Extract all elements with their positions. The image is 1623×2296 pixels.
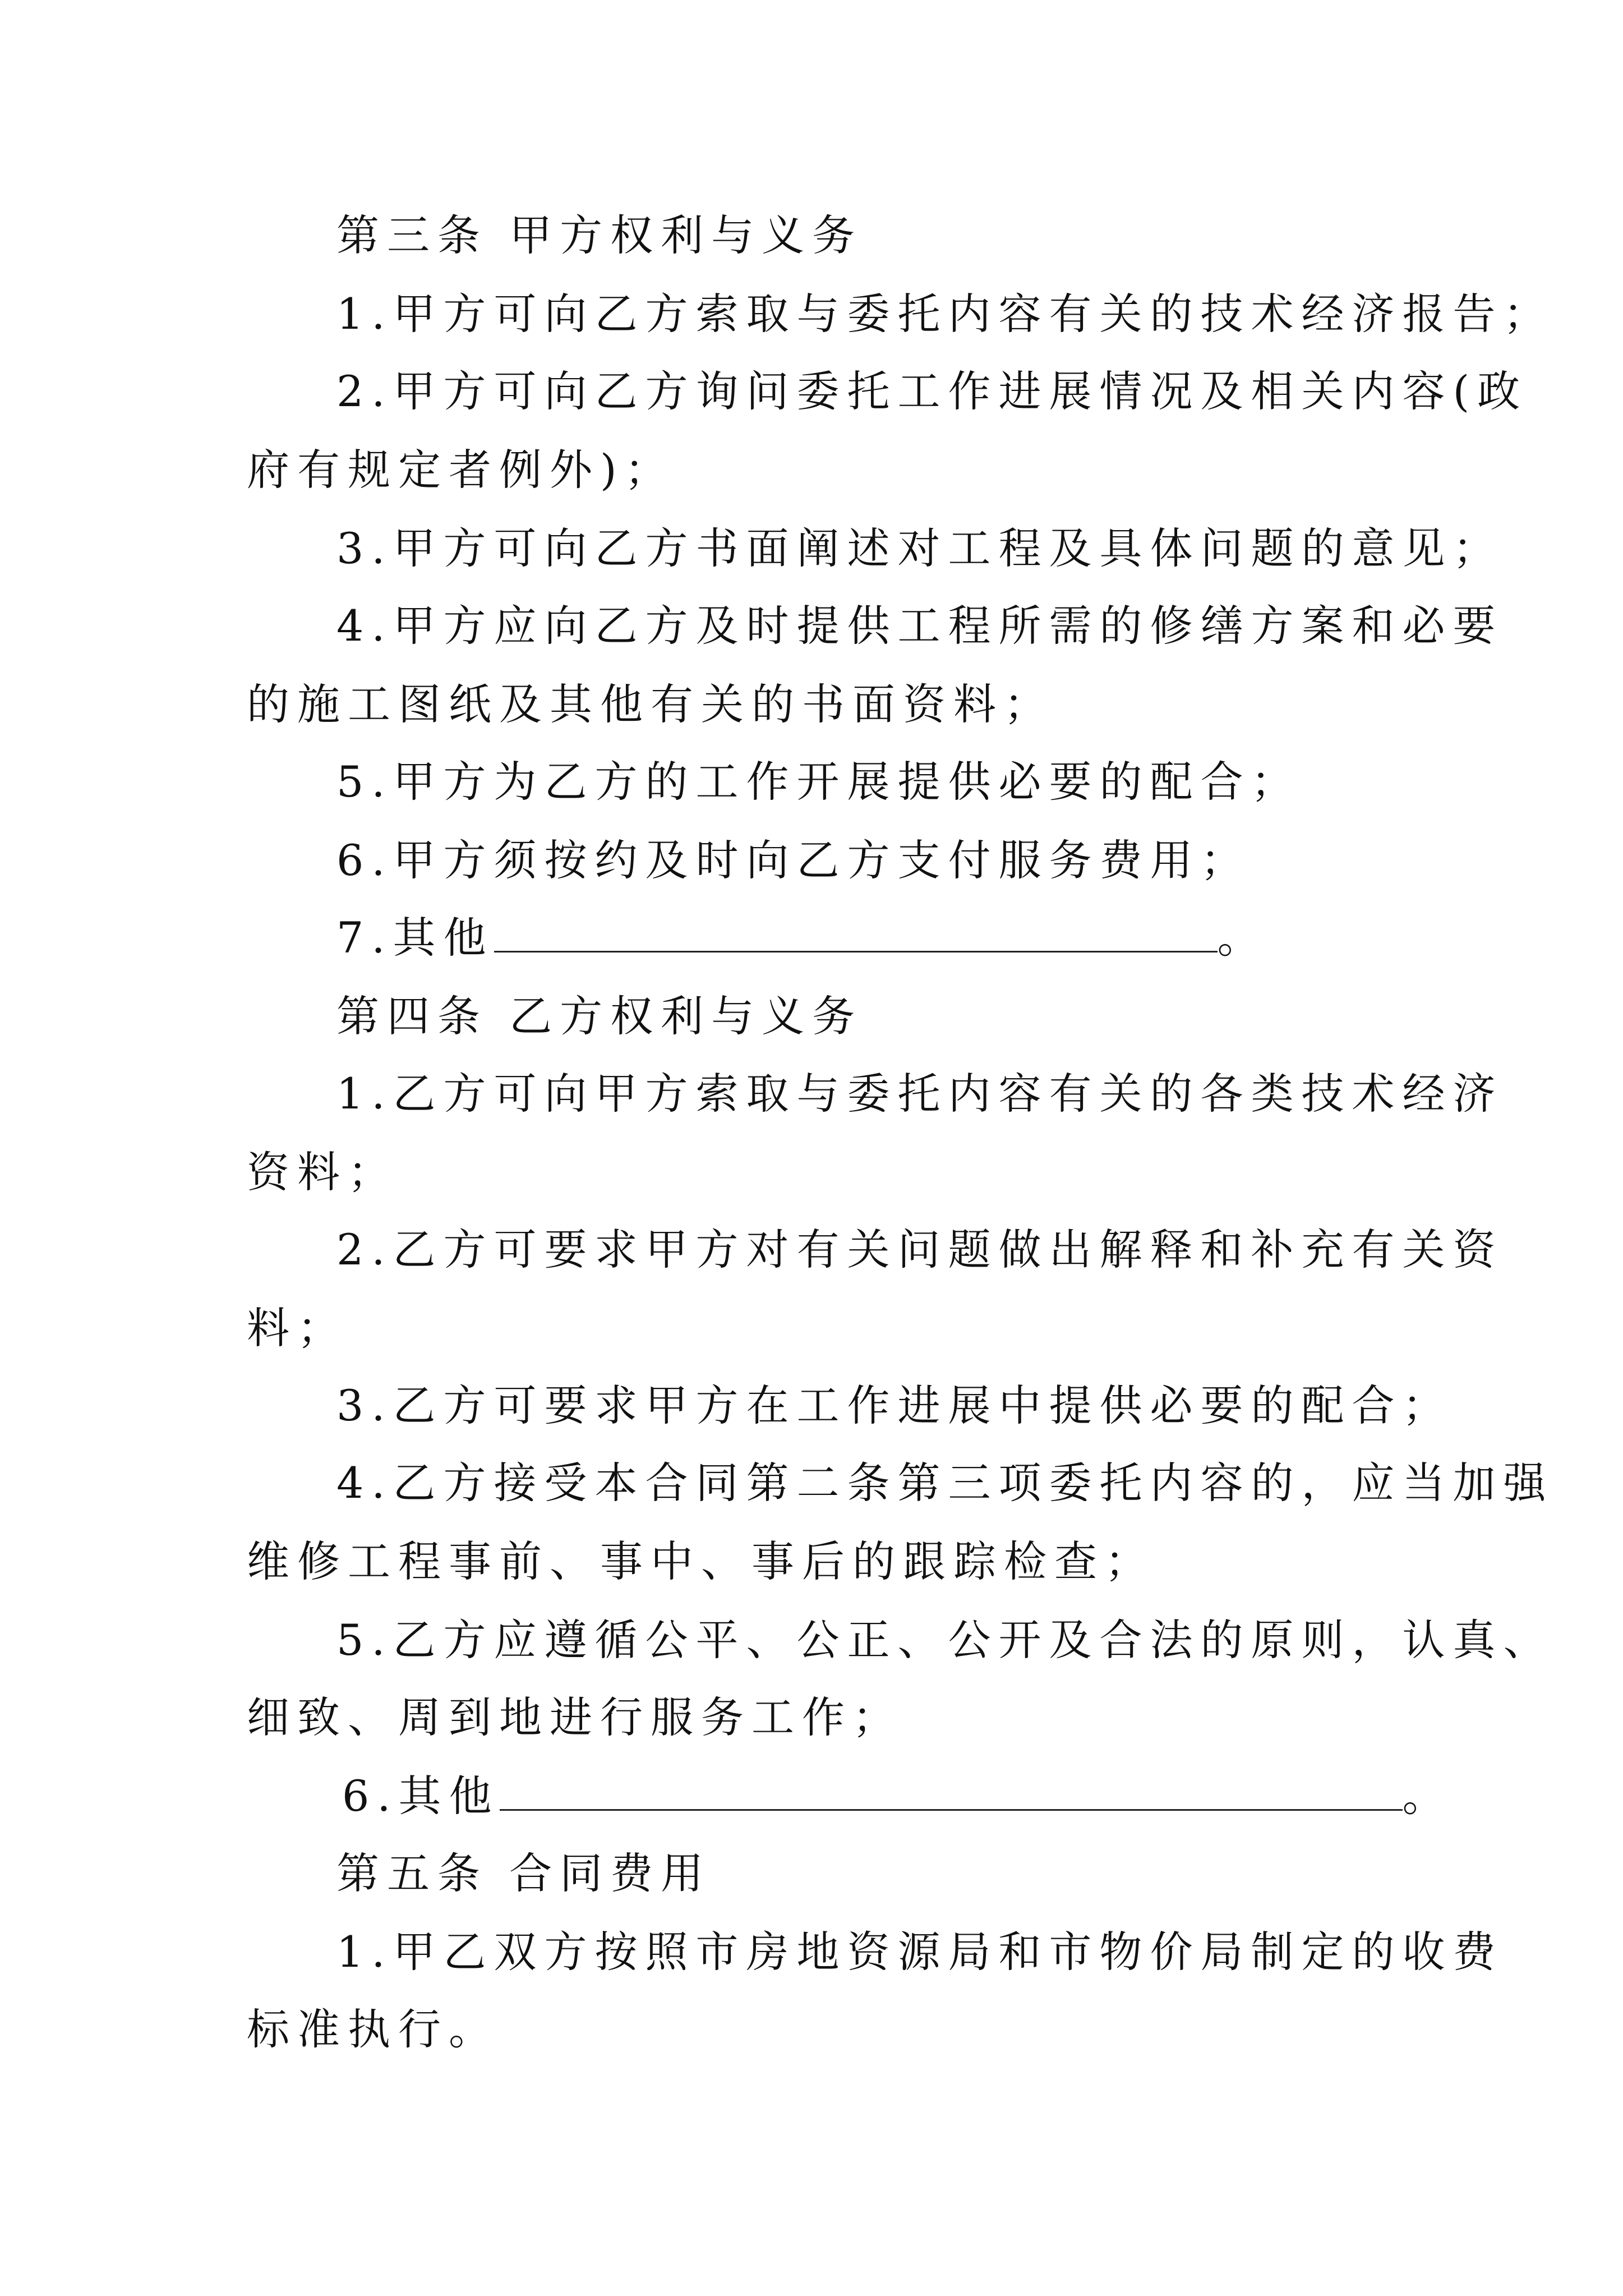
article3-item2-line2: 府有规定者例外)； (247, 445, 675, 495)
article4-item5-line2: 细致、周到地进行服务工作； (247, 1692, 903, 1742)
article4-item6-label: 6.其他 (342, 1771, 500, 1821)
article4-item1-line1: 1.乙方可向甲方索取与委托内容有关的各类技术经济 (336, 1069, 1504, 1119)
article4-item5-line1: 5.乙方应遵循公平、公正、公开及合法的原则，认真、 (336, 1615, 1554, 1665)
article4-item2-line2: 料； (247, 1303, 348, 1353)
article3-item4-line2: 的施工图纸及其他有关的书面资料； (247, 679, 1054, 729)
article3-item3: 3.甲方可向乙方书面阐述对工程及具体问题的意见； (336, 523, 1504, 573)
article4-item1-line2: 资料； (247, 1147, 398, 1197)
article5-item1-line2: 标准执行。 (247, 2004, 499, 2054)
article4-item3: 3.乙方可要求甲方在工作进展中提供必要的配合； (336, 1381, 1453, 1430)
article3-item4-line1: 4.甲方应向乙方及时提供工程所需的修缮方案和必要 (336, 601, 1504, 651)
article4-item6-end: 。 (1402, 1771, 1453, 1821)
article5-item1-line1: 1.甲乙双方按照市房地资源局和市物价局制定的收费 (336, 1927, 1504, 1977)
article4-item2-line1: 2.乙方可要求甲方对有关问题做出解释和补充有关资 (336, 1225, 1504, 1274)
article4-item4-line2: 维修工程事前、事中、事后的跟踪检查； (247, 1536, 1155, 1586)
article3-item2-line1: 2.甲方可向乙方询问委托工作进展情况及相关内容(政 (336, 366, 1528, 416)
article3-item7 (336, 910, 1268, 966)
article3-heading: 第三条 甲方权利与义务 (336, 210, 863, 260)
article4-heading: 第四条 乙方权利与义务 (336, 991, 863, 1041)
article3-item1: 1.甲方可向乙方索取与委托内容有关的技术经济报告； (336, 289, 1554, 339)
article3-item6: 6.甲方须按约及时向乙方支付服务费用； (336, 835, 1251, 885)
article3-item7-end: 。 (1217, 913, 1268, 963)
article3-item5: 5.甲方为乙方的工作开展提供必要的配合； (336, 757, 1302, 807)
article5-heading: 第五条 合同费用 (336, 1848, 712, 1898)
article3-item7-label: 7.其他 (336, 913, 494, 963)
article4-item6 (342, 1768, 1453, 1824)
fill-in-blank (494, 912, 1218, 953)
article4-item4-line1: 4.乙方接受本合同第二条第三项委托内容的，应当加强 (336, 1458, 1554, 1508)
fill-in-blank (500, 1770, 1403, 1811)
